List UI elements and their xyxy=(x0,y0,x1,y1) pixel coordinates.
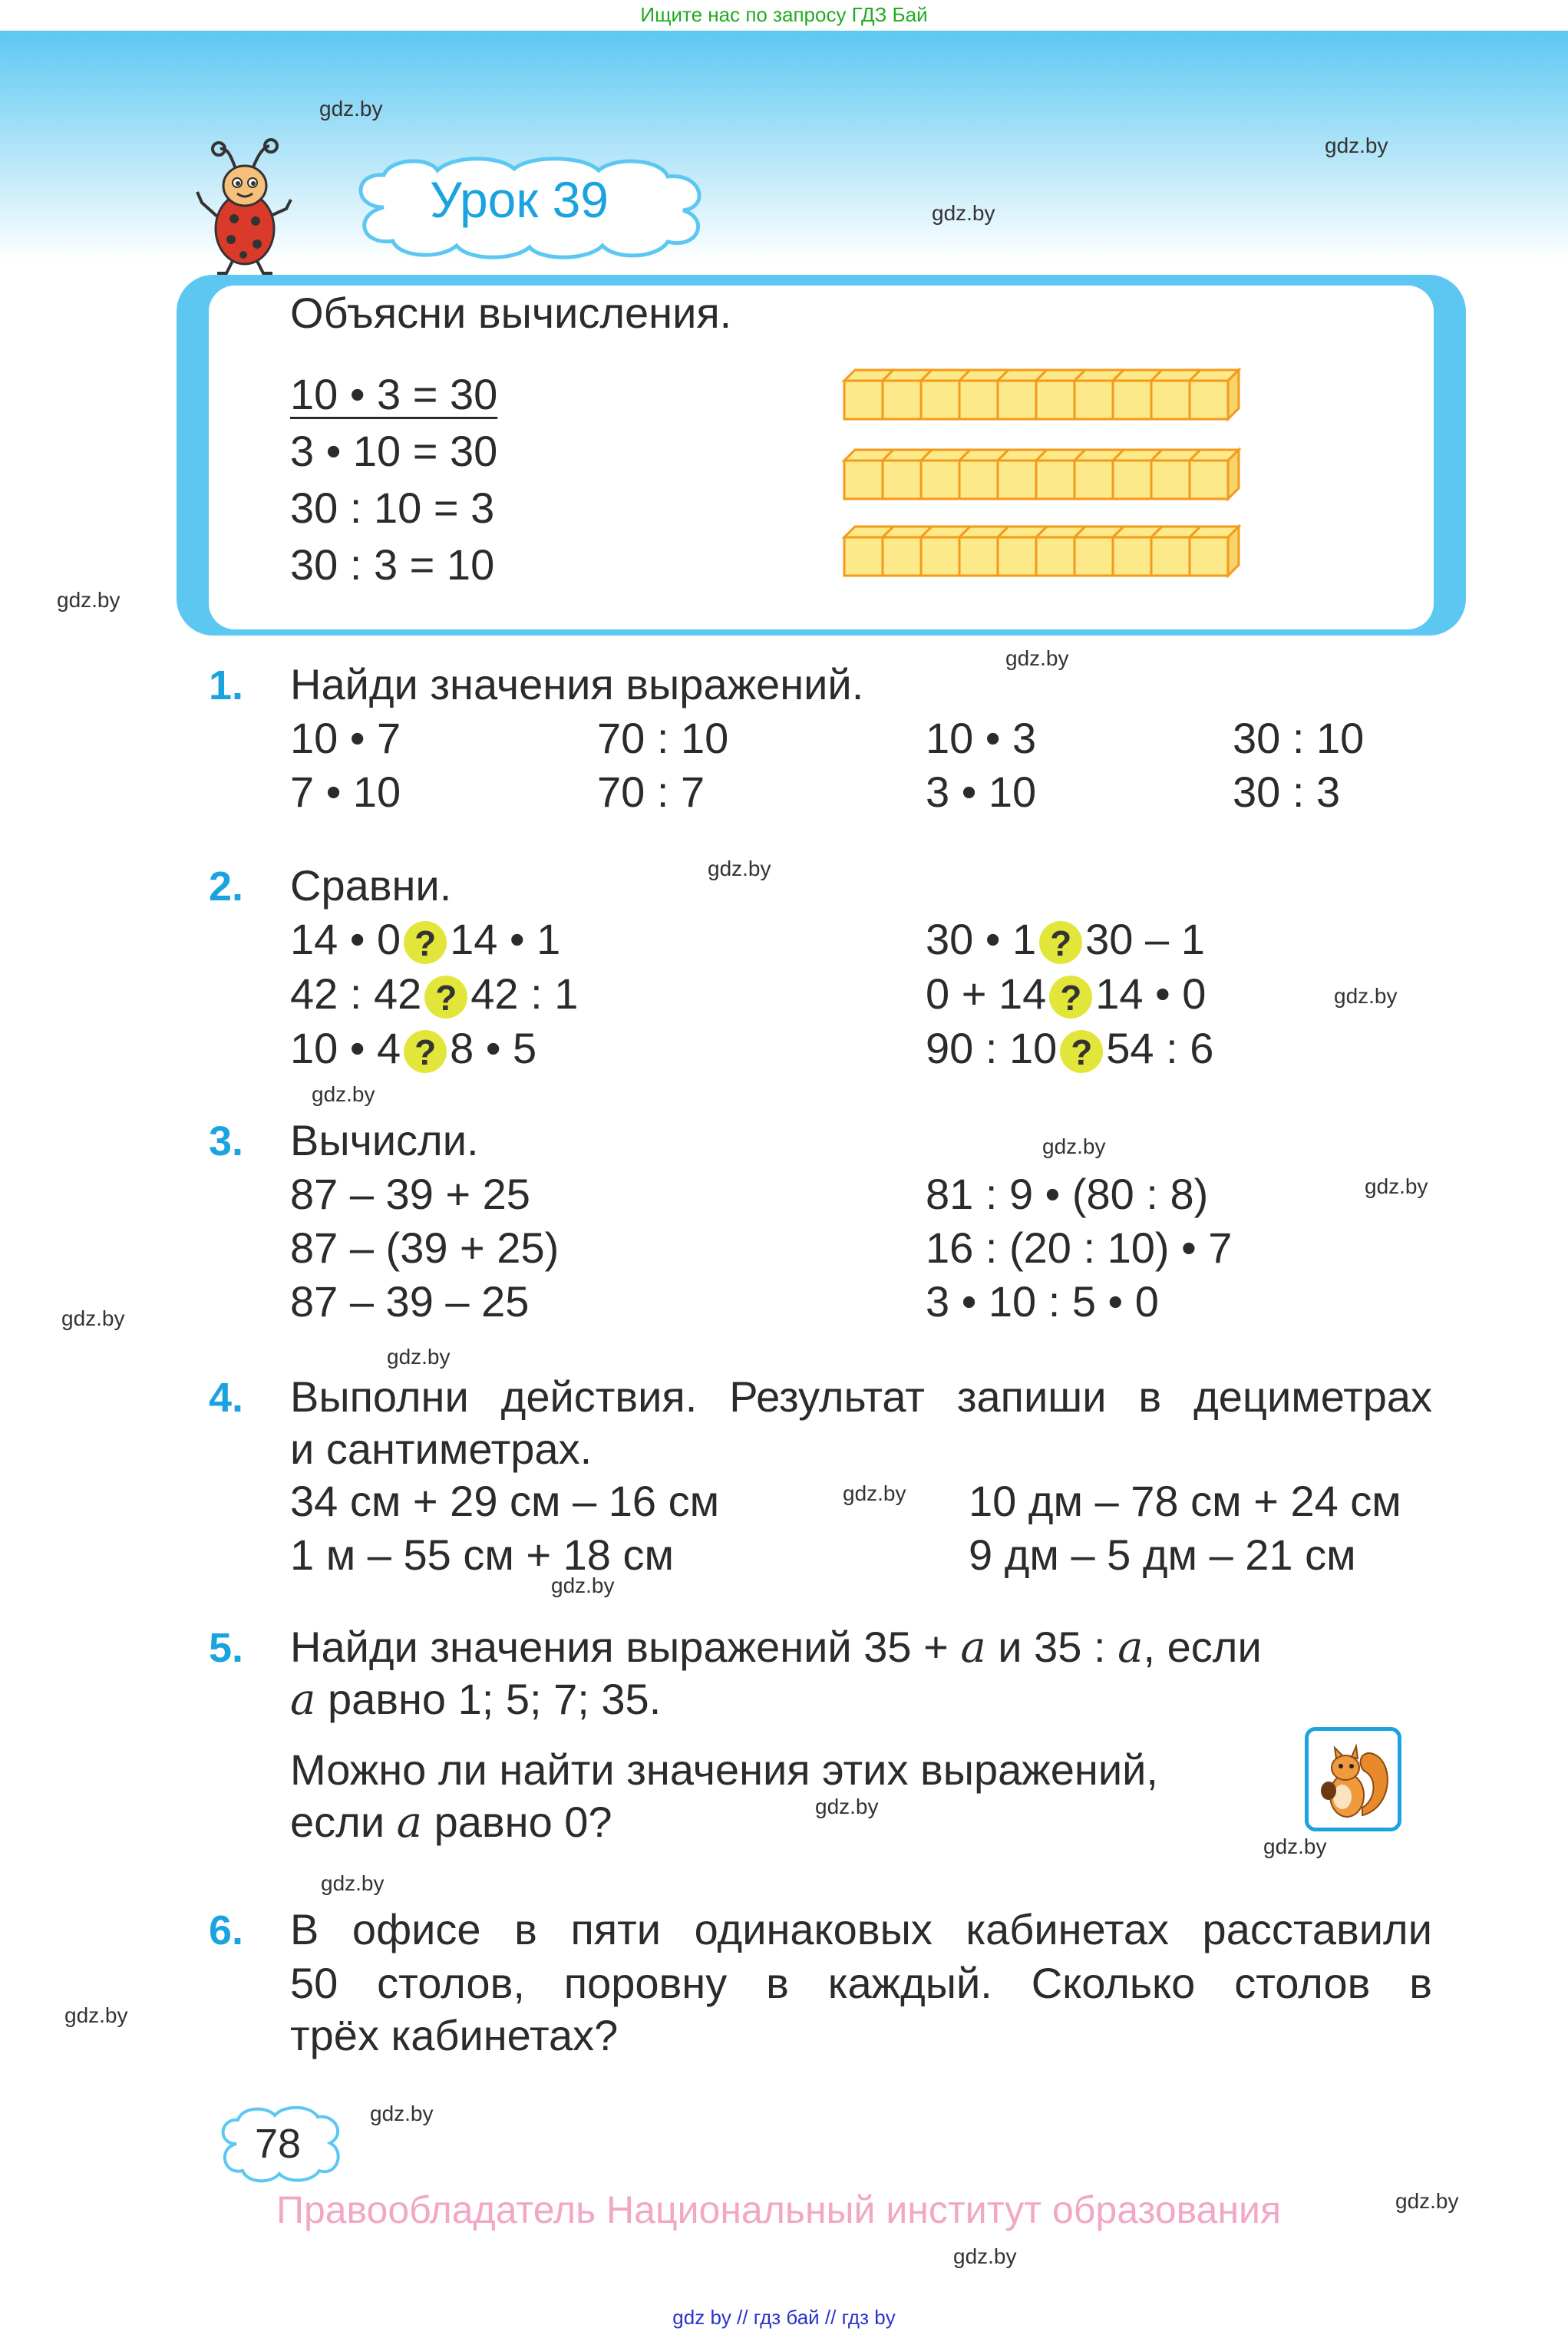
task-text-part: если xyxy=(290,1798,397,1846)
comparison-right: 14 • 0 xyxy=(1095,969,1207,1018)
question-mark-icon: ? xyxy=(404,921,447,964)
task-text xyxy=(290,1675,661,1725)
task-text: Выполни действия. Результат запиши в дециметрах xyxy=(290,1372,1432,1421)
squirrel-hint-icon xyxy=(1305,1727,1401,1831)
question-mark-icon: ? xyxy=(1049,976,1092,1019)
expression: 3 • 10 : 5 • 0 xyxy=(926,1277,1159,1326)
expression: 70 : 10 xyxy=(597,714,729,762)
comparison-right: 8 • 5 xyxy=(450,1024,537,1072)
task-title: Найди значения выражений. xyxy=(290,660,864,708)
watermark: gdz.by xyxy=(551,1574,615,1597)
variable-a: a xyxy=(290,1675,316,1725)
lesson-title: Урок 39 xyxy=(430,171,609,228)
watermark: gdz.by xyxy=(1365,1174,1428,1198)
expression: 7 • 10 xyxy=(290,768,401,816)
explain-line: 30 : 3 = 10 xyxy=(290,540,495,589)
comparison-right: 14 • 1 xyxy=(450,915,561,963)
explain-heading: Объясни вычисления. xyxy=(290,289,732,337)
copyright: Правообладатель Национальный институт образования xyxy=(276,2188,1282,2231)
comparison-left: 14 • 0 xyxy=(290,915,401,963)
comparison xyxy=(926,915,1205,964)
task-text-part: Найди значения выражений 35 + xyxy=(290,1623,961,1671)
watermark: gdz.by xyxy=(64,2003,128,2027)
watermark: gdz.by xyxy=(1334,984,1398,1008)
comparison-right: 42 : 1 xyxy=(470,969,579,1018)
expression: 87 – 39 + 25 xyxy=(290,1170,530,1218)
task-number: 4. xyxy=(209,1375,244,1421)
watermark: gdz.by xyxy=(932,201,995,225)
task-text xyxy=(290,1798,612,1848)
watermark: gdz.by xyxy=(370,2102,434,2125)
comparison-left: 10 • 4 xyxy=(290,1024,401,1072)
watermark: gdz.by xyxy=(1395,2189,1459,2213)
watermark: gdz.by xyxy=(312,1082,375,1106)
question-mark-icon: ? xyxy=(404,1030,447,1073)
expression: 1 м – 55 см + 18 см xyxy=(290,1531,674,1579)
ten-rod-cube xyxy=(1190,370,1239,419)
comparison xyxy=(290,1024,536,1073)
comparison-left: 42 : 42 xyxy=(290,969,422,1018)
watermark: gdz.by xyxy=(843,1481,906,1505)
watermark: gdz.by xyxy=(1263,1834,1327,1858)
task-text: трёх кабинетах? xyxy=(290,2011,619,2059)
variable-a: a xyxy=(960,1623,986,1673)
watermark: gdz.by xyxy=(708,857,771,880)
watermark: gdz.by xyxy=(61,1306,125,1330)
expression: 10 • 3 xyxy=(926,714,1037,762)
ten-block-rods-illustration xyxy=(837,353,1251,591)
comparison xyxy=(926,969,1206,1019)
watermark: gdz.by xyxy=(319,97,383,121)
explain-line: 30 : 10 = 3 xyxy=(290,484,495,532)
task-text: 50 столов, поровну в каждый. Сколько столов в xyxy=(290,1959,1432,2007)
task-number: 2. xyxy=(209,864,244,910)
comparison-left: 0 + 14 xyxy=(926,969,1047,1018)
expression: 87 – (39 + 25) xyxy=(290,1223,560,1272)
expression: 16 : (20 : 10) • 7 xyxy=(926,1223,1233,1272)
expression: 34 см + 29 см – 16 см xyxy=(290,1477,720,1525)
expression: 10 • 7 xyxy=(290,714,401,762)
watermark: gdz.by xyxy=(1042,1134,1106,1158)
variable-a: a xyxy=(1117,1623,1144,1673)
task-number: 3. xyxy=(209,1118,244,1164)
expression: 3 • 10 xyxy=(926,768,1037,816)
page-number: 78 xyxy=(255,2121,302,2167)
task-text-part: , если xyxy=(1143,1623,1262,1671)
expression: 9 дм – 5 дм – 21 см xyxy=(969,1531,1356,1579)
comparison-right: 30 – 1 xyxy=(1085,915,1205,963)
task-text: В офисе в пяти одинаковых кабинетах расставили xyxy=(290,1905,1432,1953)
question-mark-icon: ? xyxy=(1039,921,1082,964)
comparison xyxy=(290,969,578,1019)
top-search-link[interactable]: Ищите нас по запросу ГДЗ Бай xyxy=(640,3,928,26)
comparison-left: 90 : 10 xyxy=(926,1024,1058,1072)
comparison-right: 54 : 6 xyxy=(1106,1024,1214,1072)
task-text: Можно ли найти значения этих выражений, xyxy=(290,1745,1158,1794)
question-mark-icon: ? xyxy=(424,976,467,1019)
task-number: 6. xyxy=(209,1907,244,1953)
watermark: gdz.by xyxy=(321,1871,385,1895)
expression: 70 : 7 xyxy=(597,768,705,816)
task-number: 5. xyxy=(209,1625,244,1671)
task-title: Вычисли. xyxy=(290,1116,479,1164)
expression: 10 дм – 78 см + 24 см xyxy=(969,1477,1401,1525)
task-text-part: равно 0? xyxy=(422,1798,612,1846)
expression: 87 – 39 – 25 xyxy=(290,1277,530,1326)
ladybug-icon xyxy=(196,138,295,276)
comparison xyxy=(290,915,560,964)
watermark: gdz.by xyxy=(953,2244,1017,2268)
expression: 30 : 3 xyxy=(1233,768,1341,816)
task-number: 1. xyxy=(209,662,244,708)
task-text-part: и 35 : xyxy=(985,1623,1118,1671)
task-text xyxy=(290,1623,1432,1673)
task-text-part: равно 1; 5; 7; 35. xyxy=(315,1675,662,1723)
ten-rod-cube xyxy=(1190,450,1239,499)
question-mark-icon: ? xyxy=(1060,1030,1103,1073)
task-text: и сантиметрах. xyxy=(290,1425,593,1473)
watermark: gdz.by xyxy=(1325,134,1388,157)
ten-rod-cube xyxy=(1190,527,1239,576)
watermark: gdz.by xyxy=(1005,646,1069,670)
explain-line: 10 • 3 = 30 xyxy=(290,370,498,418)
bottom-links[interactable]: gdz by // гдз бай // гдз by xyxy=(672,2306,896,2329)
watermark: gdz.by xyxy=(815,1795,879,1818)
expression: 30 : 10 xyxy=(1233,714,1365,762)
expression: 81 : 9 • (80 : 8) xyxy=(926,1170,1209,1218)
task-title: Сравни. xyxy=(290,861,452,910)
comparison xyxy=(926,1024,1213,1073)
explain-line: 3 • 10 = 30 xyxy=(290,427,498,475)
comparison-left: 30 • 1 xyxy=(926,915,1037,963)
watermark: gdz.by xyxy=(387,1345,451,1369)
watermark: gdz.by xyxy=(57,588,120,612)
variable-a: a xyxy=(396,1798,423,1848)
